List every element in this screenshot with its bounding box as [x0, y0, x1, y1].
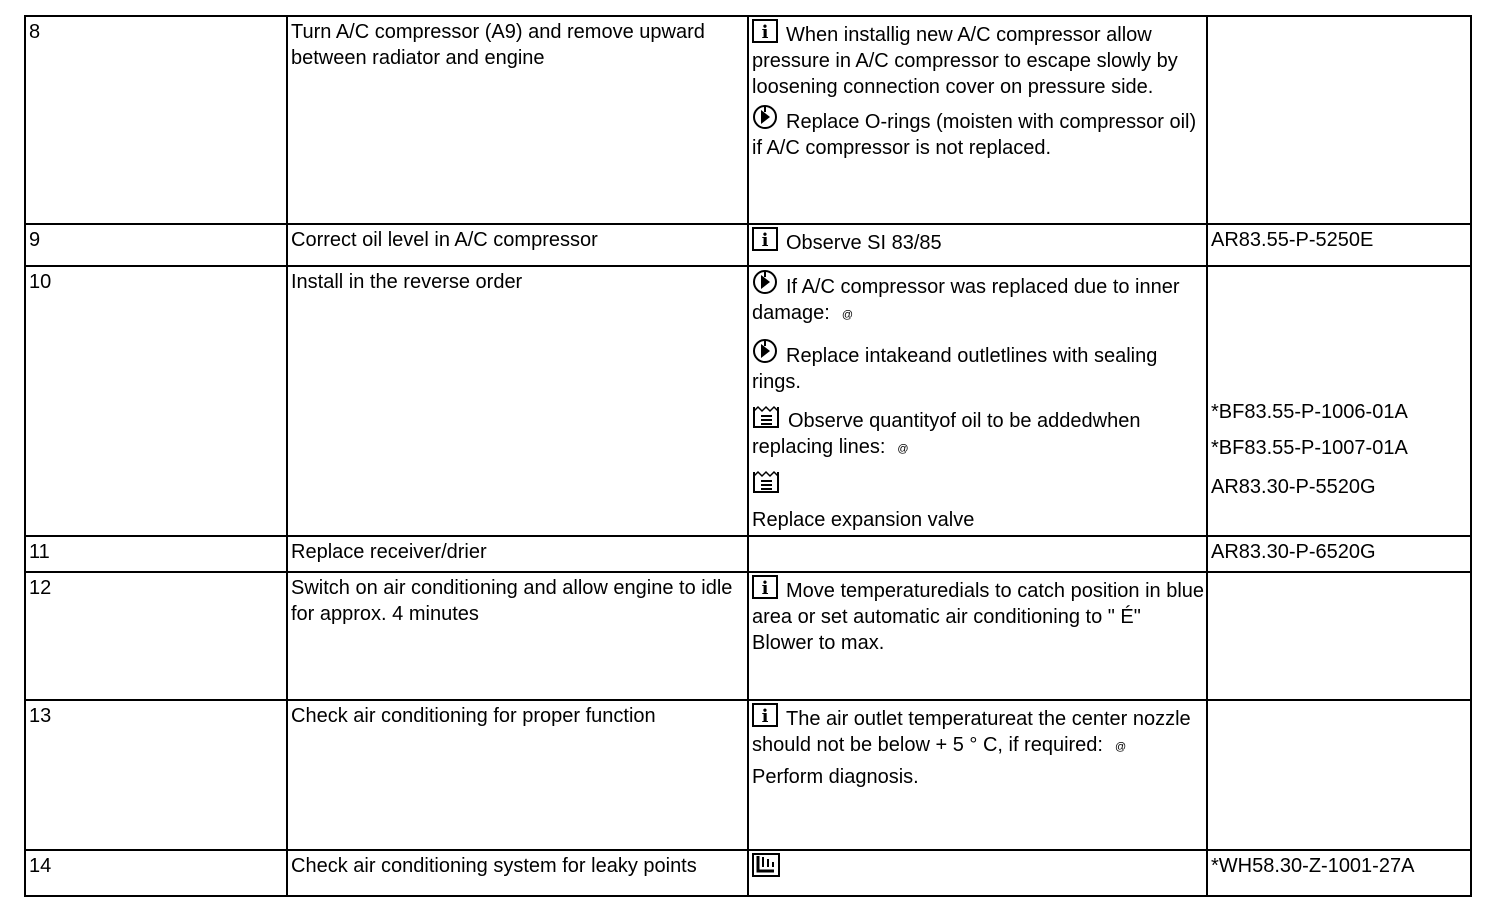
svg-text:i: i [761, 230, 769, 251]
table-row [25, 700, 1471, 850]
notes-cell [748, 536, 1207, 572]
reference-cell [1207, 266, 1471, 536]
notes-cell [748, 224, 1207, 266]
info-icon [752, 19, 778, 43]
table-row [25, 16, 1471, 224]
step-number: 12 [25, 572, 287, 700]
step-description: Check air conditioning for proper function [287, 700, 748, 850]
replace-icon [752, 104, 778, 130]
step-number: 10 [25, 266, 287, 536]
reference-link[interactable]: AR83.30-P-6520G [1207, 536, 1471, 572]
table-row [25, 850, 1471, 896]
note: i Move temperaturedials to catch position in blue area or set automatic air conditioning to " É" [752, 575, 1204, 630]
notes-cell [748, 266, 1207, 536]
reference-cell [1207, 16, 1471, 224]
note: i When installig new A/C compressor allow pressure in A/C compressor to escape slowly by loosening connection cover on pressure side. [752, 19, 1204, 100]
reference-link[interactable]: AR83.55-P-5250E [1207, 224, 1471, 266]
notes-cell [748, 850, 1207, 896]
reference-cell [1207, 572, 1471, 700]
table-row [25, 266, 1471, 536]
step-description: Switch on air conditioning and allow engine to idle for approx. 4 minutes [287, 572, 748, 700]
procedure-table [24, 15, 1472, 897]
cross-ref-marker[interactable]: @ [897, 443, 909, 455]
svg-text:i: i [761, 578, 769, 599]
reference-link[interactable]: AR83.30-P-5520G [1211, 476, 1376, 498]
oil-icon [752, 405, 780, 429]
reference-cell [1207, 700, 1471, 850]
step-number: 13 [25, 700, 287, 850]
table-row [25, 224, 1471, 266]
replace-icon [752, 269, 778, 295]
reference-link[interactable]: *BF83.55-P-1007-01A [1211, 437, 1408, 459]
note: Observe quantityof oil to be addedwhen replacing lines: @ [752, 405, 1204, 462]
oil-icon [752, 470, 780, 494]
step-description: Replace receiver/drier [287, 536, 748, 572]
info-icon [752, 575, 778, 599]
table-row [25, 572, 1471, 700]
step-number: 9 [25, 224, 287, 266]
leak-test-icon [752, 853, 780, 877]
cross-ref-marker[interactable]: @ [841, 309, 854, 321]
reference-link[interactable]: *WH58.30-Z-1001-27A [1207, 850, 1471, 896]
info-icon [752, 703, 778, 727]
note: Blower to max. [752, 632, 885, 654]
note: i Observe SI 83/85 [752, 227, 1204, 256]
step-number: 8 [25, 16, 287, 224]
notes-cell [748, 16, 1207, 224]
info-icon [752, 227, 778, 251]
replace-icon [752, 338, 778, 364]
step-description: Correct oil level in A/C compressor [287, 224, 748, 266]
table-row [25, 536, 1471, 572]
note: Perform diagnosis. [752, 766, 919, 788]
note: i The air outlet temperatureat the center nozzle should not be below + 5 ° C, if required: @ [752, 703, 1204, 760]
notes-cell [748, 572, 1207, 700]
note: Replace intakeand outletlines with sealing rings. [752, 338, 1204, 395]
cross-ref-marker[interactable]: @ [1115, 741, 1127, 753]
step-description: Check air conditioning system for leaky points [287, 850, 748, 896]
step-description: Turn A/C compressor (A9) and remove upward between radiator and engine [287, 16, 748, 224]
notes-cell [748, 700, 1207, 850]
note [752, 470, 1204, 499]
svg-text:i: i [761, 706, 769, 727]
step-number: 14 [25, 850, 287, 896]
note: If A/C compressor was replaced due to inner damage: @ [752, 269, 1204, 328]
note: Replace expansion valve [752, 509, 975, 531]
note: Replace O-rings (moisten with compressor oil) if A/C compressor is not replaced. [752, 104, 1204, 161]
step-description: Install in the reverse order [287, 266, 748, 536]
svg-text:i: i [761, 22, 769, 43]
step-number: 11 [25, 536, 287, 572]
reference-link[interactable]: *BF83.55-P-1006-01A [1211, 401, 1408, 423]
